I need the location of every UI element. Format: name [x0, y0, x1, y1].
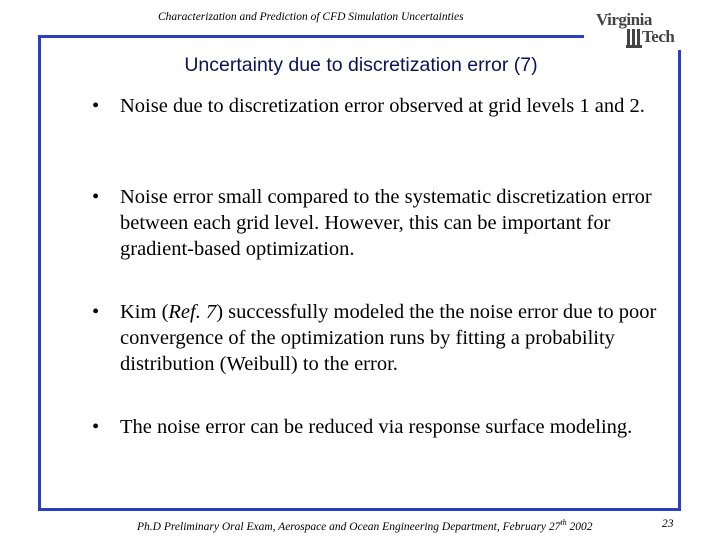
- footer-main: Ph.D Preliminary Oral Exam, Aerospace and Ocean Engineering Department, February 27: [137, 520, 561, 533]
- bullet-text: Noise due to discretization error observed at grid levels 1 and 2.: [120, 95, 645, 117]
- bullet-text: Noise error small compared to the systematic discretization error between each grid level. However, this can be important for gradient-based optimization.: [120, 186, 652, 260]
- logo-text-virginia: Virginia: [596, 10, 652, 29]
- bullet-text: The noise error can be reduced via response surface modeling.: [120, 416, 633, 438]
- frame-left-border: [38, 35, 41, 511]
- logo-text-tech: Tech: [642, 27, 675, 46]
- virginia-tech-logo: [590, 8, 685, 50]
- frame-right-border: [678, 50, 681, 511]
- footer-text: [137, 518, 593, 533]
- bullet-text-after: ) successfully modeled the the noise error due to poor convergence of the optimization runs by fitting a probability distribution (Weibull) to the error.: [120, 301, 657, 375]
- reference-citation: Ref. 7: [168, 301, 217, 323]
- frame-bottom-border: [38, 508, 681, 511]
- bullet-dot-icon: •: [92, 416, 100, 438]
- page-number: 23: [662, 518, 674, 530]
- logo-mark-icon: [626, 28, 642, 48]
- bullet-text-before: Kim (: [120, 301, 169, 323]
- bullet-dot-icon: •: [92, 95, 100, 117]
- footer-superscript: th: [560, 518, 567, 527]
- bullet-text: [120, 299, 660, 377]
- footer-year: 2002: [566, 520, 593, 533]
- bullet-dot-icon: •: [92, 186, 100, 208]
- frame-top-border: [40, 35, 584, 38]
- slide-title: [0, 54, 720, 77]
- bullet-dot-icon: •: [92, 301, 100, 323]
- header-title: Characterization and Prediction of CFD Simulation Uncertainties: [158, 11, 464, 23]
- slide-title-text: Uncertainty due to discretization error (7): [184, 54, 538, 76]
